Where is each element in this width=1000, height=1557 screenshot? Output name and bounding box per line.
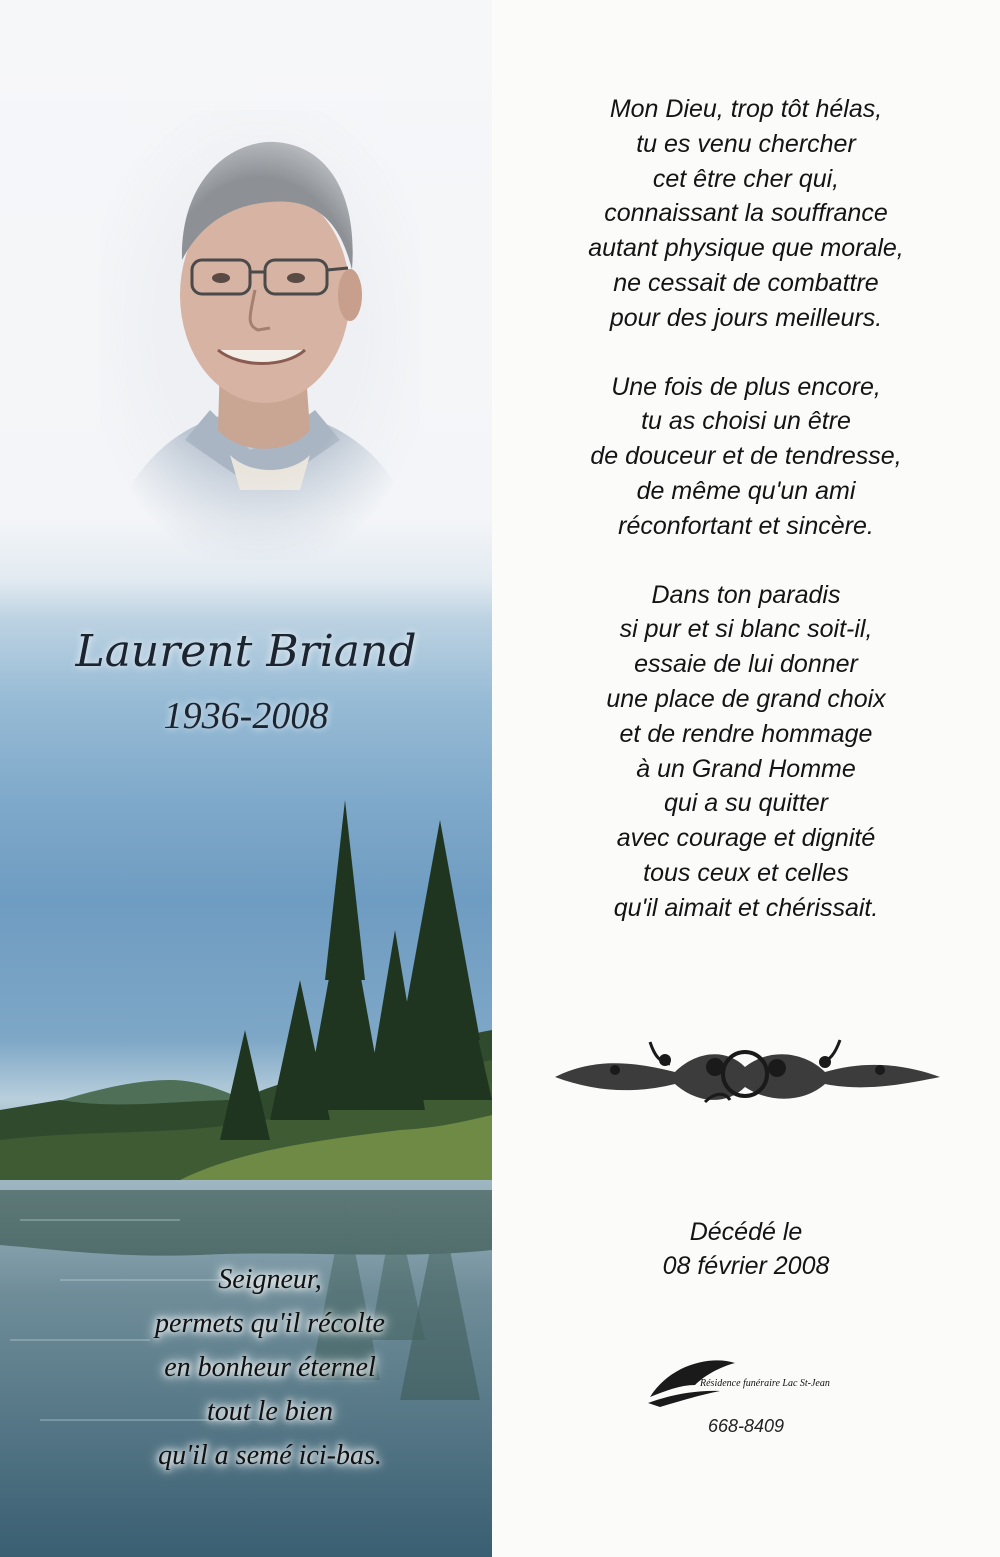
poem-line: si pur et si blanc soit-il, [619, 615, 873, 644]
poem-line: qui a su quitter [664, 789, 828, 818]
poem-line: pour des jours meilleurs. [609, 303, 883, 332]
left-panel [0, 0, 492, 1557]
floral-ornament-icon [555, 1022, 940, 1122]
prayer-line: permets qu'il récolte [155, 1308, 385, 1339]
poem-line: tous ceux et celles [643, 858, 849, 887]
poem-line: une place de grand choix [606, 684, 886, 713]
poem-line: cet être cher qui, [652, 164, 840, 193]
death-date: 08 février 2008 [662, 1252, 830, 1280]
poem-line: avec courage et dignité [616, 824, 876, 853]
death-label: Décédé le [689, 1218, 803, 1246]
life-years: 1936-2008 [163, 695, 329, 737]
poem-line: réconfortant et sincère. [618, 511, 874, 540]
prayer-line: tout le bien [207, 1396, 333, 1427]
poem-line: de douceur et de tendresse, [590, 442, 902, 471]
deceased-name: Laurent Briand [75, 626, 417, 677]
poem-line: Dans ton paradis [651, 580, 841, 609]
poem-line: ne cessait de combattre [613, 268, 879, 297]
poem-line: tu es venu chercher [636, 129, 856, 158]
poem-line: qu'il aimait et chérissait. [613, 893, 879, 922]
prayer-line: Seigneur, [218, 1264, 322, 1295]
poem-line: tu as choisi un être [641, 407, 851, 436]
memorial-poem [492, 92, 1000, 960]
poem-line: essaie de lui donner [634, 650, 858, 679]
funeral-home-name: Résidence funéraire Lac St-Jean [700, 1378, 830, 1389]
poem-stanza [492, 578, 1000, 926]
poem-line: Mon Dieu, trop tôt hélas, [609, 95, 883, 123]
poem-stanza [492, 370, 1000, 544]
poem-stanza [492, 92, 1000, 336]
right-panel [492, 0, 1000, 1557]
poem-line: de même qu'un ami [636, 476, 856, 505]
poem-line: connaissant la souffrance [604, 199, 888, 228]
poem-line: à un Grand Homme [636, 754, 856, 783]
prayer-line: qu'il a semé ici-bas. [158, 1440, 382, 1471]
poem-line: Une fois de plus encore, [611, 372, 881, 401]
funeral-home-phone: 668-8409 [707, 1416, 785, 1436]
poem-line: et de rendre hommage [619, 719, 873, 748]
prayer-line: en bonheur éternel [164, 1352, 376, 1383]
death-notice [492, 1215, 1000, 1283]
poem-line: autant physique que morale, [588, 234, 904, 263]
portrait-photo [100, 110, 420, 560]
prayer-text [100, 1258, 440, 1478]
